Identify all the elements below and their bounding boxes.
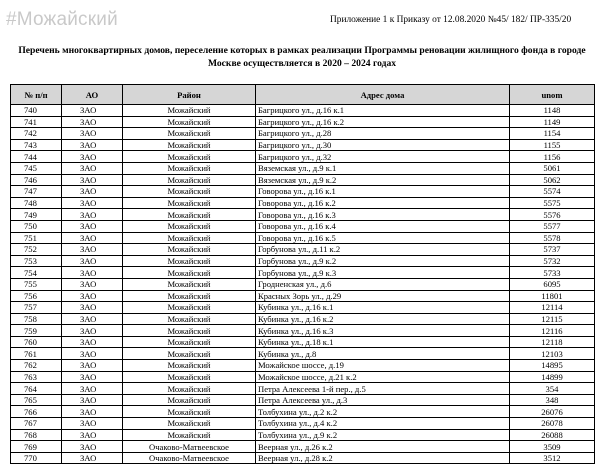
table-row bbox=[11, 383, 595, 395]
cell-number: 769 bbox=[11, 441, 62, 453]
cell-district: Можайский bbox=[123, 232, 256, 244]
cell-number: 757 bbox=[11, 302, 62, 314]
cell-ao: ЗАО bbox=[62, 429, 123, 441]
cell-district: Можайский bbox=[123, 220, 256, 232]
cell-district: Очаково-Матвеевское bbox=[123, 441, 256, 453]
table-row bbox=[11, 220, 595, 232]
cell-district: Можайский bbox=[123, 394, 256, 406]
cell-ao: ЗАО bbox=[62, 220, 123, 232]
cell-district: Можайский bbox=[123, 313, 256, 325]
cell-unom: 3509 bbox=[510, 441, 595, 453]
cell-district: Можайский bbox=[123, 429, 256, 441]
cell-address: Горбунова ул., д.9 к.2 bbox=[256, 255, 510, 267]
cell-district: Можайский bbox=[123, 255, 256, 267]
cell-district: Можайский bbox=[123, 418, 256, 430]
table-row bbox=[11, 290, 595, 302]
cell-ao: ЗАО bbox=[62, 128, 123, 140]
cell-address: Говорова ул., д.16 к.4 bbox=[256, 220, 510, 232]
cell-number: 750 bbox=[11, 220, 62, 232]
cell-ao: ЗАО bbox=[62, 452, 123, 464]
appendix-reference: Приложение 1 к Приказу от 12.08.2020 №45/ 182/ ПР-335/20 bbox=[330, 15, 572, 25]
cell-ao: ЗАО bbox=[62, 267, 123, 279]
cell-address: Толбухина ул., д.4 к.2 bbox=[256, 418, 510, 430]
cell-address: Багрицкого ул., д.16 к.1 bbox=[256, 105, 510, 117]
cell-number: 740 bbox=[11, 105, 62, 117]
cell-unom: 14895 bbox=[510, 360, 595, 372]
cell-ao: ЗАО bbox=[62, 209, 123, 221]
table-row bbox=[11, 255, 595, 267]
cell-number: 755 bbox=[11, 278, 62, 290]
cell-district: Можайский bbox=[123, 139, 256, 151]
cell-ao: ЗАО bbox=[62, 302, 123, 314]
cell-district: Можайский bbox=[123, 325, 256, 337]
cell-unom: 348 bbox=[510, 394, 595, 406]
cell-unom: 11801 bbox=[510, 290, 595, 302]
cell-address: Веерная ул., д.26 к.2 bbox=[256, 441, 510, 453]
cell-address: Петра Алексеева 1-й пер., д.5 bbox=[256, 383, 510, 395]
cell-number: 764 bbox=[11, 383, 62, 395]
cell-number: 754 bbox=[11, 267, 62, 279]
cell-number: 746 bbox=[11, 174, 62, 186]
cell-address: Толбухина ул., д.2 к.2 bbox=[256, 406, 510, 418]
cell-ao: ЗАО bbox=[62, 151, 123, 163]
cell-address: Веерная ул., д.28 к.2 bbox=[256, 452, 510, 464]
cell-district: Можайский bbox=[123, 128, 256, 140]
cell-ao: ЗАО bbox=[62, 139, 123, 151]
cell-unom: 1155 bbox=[510, 139, 595, 151]
cell-district: Можайский bbox=[123, 244, 256, 256]
cell-district: Можайский bbox=[123, 360, 256, 372]
table-row bbox=[11, 325, 595, 337]
table-row bbox=[11, 244, 595, 256]
cell-number: 743 bbox=[11, 139, 62, 151]
table-row bbox=[11, 406, 595, 418]
cell-unom: 5062 bbox=[510, 174, 595, 186]
cell-district: Можайский bbox=[123, 302, 256, 314]
cell-ao: ЗАО bbox=[62, 336, 123, 348]
cell-number: 753 bbox=[11, 255, 62, 267]
cell-number: 767 bbox=[11, 418, 62, 430]
watermark: #Можайский bbox=[6, 9, 118, 30]
title-line-1: Перечень многоквартирных домов, переселение которых в рамках реализации Программы реновации жилищного фонда в городе bbox=[18, 45, 586, 56]
cell-ao: ЗАО bbox=[62, 197, 123, 209]
cell-address: Говорова ул., д.16 к.2 bbox=[256, 197, 510, 209]
table-body bbox=[11, 105, 595, 464]
cell-number: 748 bbox=[11, 197, 62, 209]
cell-unom: 1149 bbox=[510, 116, 595, 128]
cell-district: Можайский bbox=[123, 186, 256, 198]
cell-ao: ЗАО bbox=[62, 255, 123, 267]
table-row bbox=[11, 302, 595, 314]
cell-ao: ЗАО bbox=[62, 360, 123, 372]
table-row bbox=[11, 162, 595, 174]
cell-number: 768 bbox=[11, 429, 62, 441]
cell-unom: 12116 bbox=[510, 325, 595, 337]
cell-ao: ЗАО bbox=[62, 406, 123, 418]
cell-address: Кубинка ул., д.18 к.1 bbox=[256, 336, 510, 348]
table-row bbox=[11, 452, 595, 464]
cell-number: 741 bbox=[11, 116, 62, 128]
cell-unom: 5733 bbox=[510, 267, 595, 279]
cell-district: Можайский bbox=[123, 348, 256, 360]
table-row bbox=[11, 371, 595, 383]
cell-ao: ЗАО bbox=[62, 313, 123, 325]
cell-number: 763 bbox=[11, 371, 62, 383]
cell-number: 759 bbox=[11, 325, 62, 337]
table-row bbox=[11, 151, 595, 163]
cell-district: Можайский bbox=[123, 278, 256, 290]
cell-address: Вяземская ул., д.9 к.2 bbox=[256, 174, 510, 186]
table-row bbox=[11, 348, 595, 360]
table-row bbox=[11, 197, 595, 209]
cell-unom: 26088 bbox=[510, 429, 595, 441]
cell-number: 747 bbox=[11, 186, 62, 198]
cell-unom: 354 bbox=[510, 383, 595, 395]
document-title bbox=[10, 44, 594, 70]
header-ao: АО bbox=[62, 85, 123, 105]
table-row bbox=[11, 418, 595, 430]
cell-district: Можайский bbox=[123, 406, 256, 418]
cell-address: Багрицкого ул., д.30 bbox=[256, 139, 510, 151]
header-unom: unom bbox=[510, 85, 595, 105]
cell-unom: 26076 bbox=[510, 406, 595, 418]
cell-ao: ЗАО bbox=[62, 418, 123, 430]
cell-address: Говорова ул., д.16 к.1 bbox=[256, 186, 510, 198]
cell-ao: ЗАО bbox=[62, 441, 123, 453]
table-row bbox=[11, 209, 595, 221]
cell-address: Кубинка ул., д.16 к.2 bbox=[256, 313, 510, 325]
cell-unom: 1156 bbox=[510, 151, 595, 163]
cell-address: Кубинка ул., д.16 к.3 bbox=[256, 325, 510, 337]
cell-number: 765 bbox=[11, 394, 62, 406]
header-number: № п/п bbox=[11, 85, 62, 105]
cell-unom: 5732 bbox=[510, 255, 595, 267]
table-row bbox=[11, 267, 595, 279]
cell-address: Горбунова ул., д.11 к.2 bbox=[256, 244, 510, 256]
cell-number: 766 bbox=[11, 406, 62, 418]
cell-address: Вяземская ул., д.9 к.1 bbox=[256, 162, 510, 174]
cell-unom: 12118 bbox=[510, 336, 595, 348]
table-row bbox=[11, 394, 595, 406]
cell-unom: 6095 bbox=[510, 278, 595, 290]
cell-unom: 14899 bbox=[510, 371, 595, 383]
table-row bbox=[11, 313, 595, 325]
cell-address: Гродненская ул., д.6 bbox=[256, 278, 510, 290]
cell-unom: 5737 bbox=[510, 244, 595, 256]
cell-unom: 1154 bbox=[510, 128, 595, 140]
cell-district: Можайский bbox=[123, 162, 256, 174]
table-row bbox=[11, 429, 595, 441]
cell-ao: ЗАО bbox=[62, 232, 123, 244]
cell-number: 745 bbox=[11, 162, 62, 174]
cell-address: Горбунова ул., д.9 к.3 bbox=[256, 267, 510, 279]
cell-address: Толбухина ул., д.9 к.2 bbox=[256, 429, 510, 441]
cell-number: 752 bbox=[11, 244, 62, 256]
cell-ao: ЗАО bbox=[62, 371, 123, 383]
cell-ao: ЗАО bbox=[62, 383, 123, 395]
cell-ao: ЗАО bbox=[62, 186, 123, 198]
cell-unom: 5061 bbox=[510, 162, 595, 174]
cell-district: Можайский bbox=[123, 105, 256, 117]
cell-number: 742 bbox=[11, 128, 62, 140]
cell-district: Очаково-Матвеевское bbox=[123, 452, 256, 464]
cell-district: Можайский bbox=[123, 336, 256, 348]
cell-address: Багрицкого ул., д.28 bbox=[256, 128, 510, 140]
cell-ao: ЗАО bbox=[62, 290, 123, 302]
cell-number: 756 bbox=[11, 290, 62, 302]
table-header-row bbox=[11, 85, 595, 105]
cell-district: Можайский bbox=[123, 151, 256, 163]
header-district: Район bbox=[123, 85, 256, 105]
cell-ao: ЗАО bbox=[62, 162, 123, 174]
cell-address: Багрицкого ул., д.16 к.2 bbox=[256, 116, 510, 128]
cell-ao: ЗАО bbox=[62, 244, 123, 256]
cell-number: 749 bbox=[11, 209, 62, 221]
cell-district: Можайский bbox=[123, 174, 256, 186]
cell-district: Можайский bbox=[123, 209, 256, 221]
cell-address: Красных Зорь ул., д.29 bbox=[256, 290, 510, 302]
cell-ao: ЗАО bbox=[62, 278, 123, 290]
cell-address: Говорова ул., д.16 к.5 bbox=[256, 232, 510, 244]
title-line-2: Москве осуществляется в 2020 – 2024 годах bbox=[207, 58, 397, 69]
cell-district: Можайский bbox=[123, 116, 256, 128]
cell-ao: ЗАО bbox=[62, 174, 123, 186]
cell-ao: ЗАО bbox=[62, 348, 123, 360]
cell-address: Петра Алексеева ул., д.3 bbox=[256, 394, 510, 406]
cell-address: Кубинка ул., д.16 к.1 bbox=[256, 302, 510, 314]
cell-district: Можайский bbox=[123, 383, 256, 395]
table-row bbox=[11, 139, 595, 151]
cell-unom: 12115 bbox=[510, 313, 595, 325]
table-row bbox=[11, 360, 595, 372]
header-address: Адрес дома bbox=[256, 85, 510, 105]
cell-address: Можайское шоссе, д.21 к.2 bbox=[256, 371, 510, 383]
cell-unom: 3512 bbox=[510, 452, 595, 464]
cell-district: Можайский bbox=[123, 197, 256, 209]
cell-unom: 26078 bbox=[510, 418, 595, 430]
cell-address: Говорова ул., д.16 к.3 bbox=[256, 209, 510, 221]
cell-ao: ЗАО bbox=[62, 394, 123, 406]
table-row bbox=[11, 128, 595, 140]
cell-address: Кубинка ул., д.8 bbox=[256, 348, 510, 360]
cell-district: Можайский bbox=[123, 371, 256, 383]
cell-ao: ЗАО bbox=[62, 325, 123, 337]
cell-ao: ЗАО bbox=[62, 116, 123, 128]
cell-number: 758 bbox=[11, 313, 62, 325]
cell-number: 744 bbox=[11, 151, 62, 163]
cell-unom: 5575 bbox=[510, 197, 595, 209]
cell-district: Можайский bbox=[123, 267, 256, 279]
cell-unom: 1148 bbox=[510, 105, 595, 117]
table-row bbox=[11, 441, 595, 453]
cell-unom: 5574 bbox=[510, 186, 595, 198]
cell-ao: ЗАО bbox=[62, 105, 123, 117]
cell-unom: 12114 bbox=[510, 302, 595, 314]
table-row bbox=[11, 174, 595, 186]
cell-number: 762 bbox=[11, 360, 62, 372]
table-row bbox=[11, 116, 595, 128]
cell-number: 761 bbox=[11, 348, 62, 360]
table-row bbox=[11, 278, 595, 290]
table-row bbox=[11, 336, 595, 348]
table-row bbox=[11, 105, 595, 117]
cell-unom: 12103 bbox=[510, 348, 595, 360]
table-row bbox=[11, 186, 595, 198]
cell-address: Можайское шоссе, д.19 bbox=[256, 360, 510, 372]
table-row bbox=[11, 232, 595, 244]
cell-number: 751 bbox=[11, 232, 62, 244]
housing-table bbox=[10, 84, 595, 464]
cell-number: 770 bbox=[11, 452, 62, 464]
cell-unom: 5576 bbox=[510, 209, 595, 221]
cell-unom: 5577 bbox=[510, 220, 595, 232]
cell-district: Можайский bbox=[123, 290, 256, 302]
cell-unom: 5578 bbox=[510, 232, 595, 244]
cell-number: 760 bbox=[11, 336, 62, 348]
cell-address: Багрицкого ул., д.32 bbox=[256, 151, 510, 163]
